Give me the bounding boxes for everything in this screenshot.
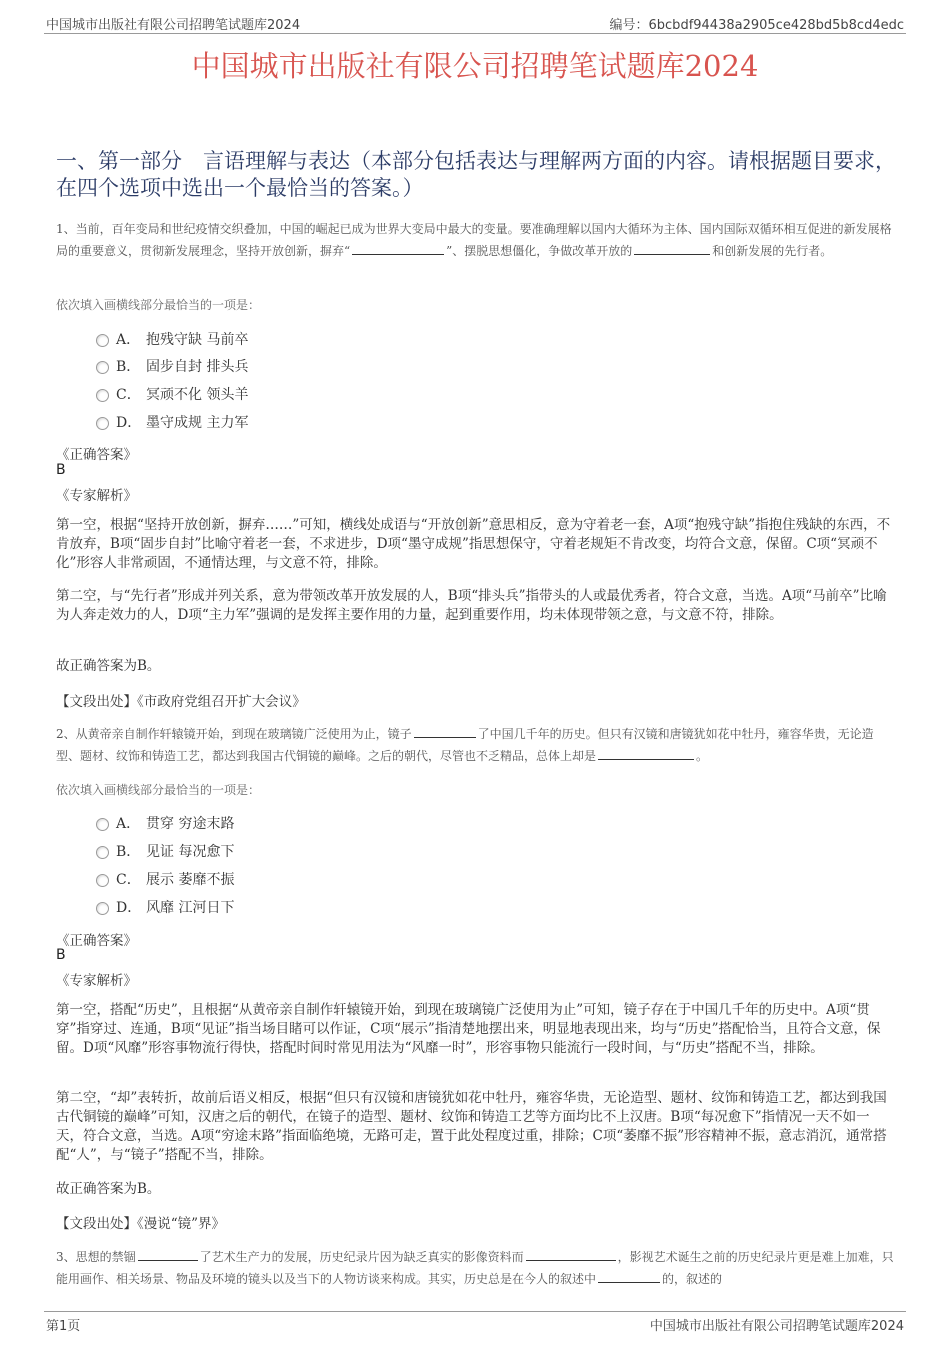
question-2-analysis-p3: 故正确答案为B。 bbox=[56, 1181, 161, 1197]
question-2-prompt: 依次填入画横线部分最恰当的一项是： bbox=[56, 783, 261, 797]
radio-icon[interactable] bbox=[96, 361, 109, 374]
question-1-option-a[interactable]: A． 抱残守缺 马前卒 bbox=[96, 330, 248, 350]
question-1-answer: B bbox=[56, 462, 66, 478]
question-1-source: 【文段出处】《市政府党组召开扩大会议》 bbox=[56, 694, 306, 710]
question-2-analysis-p2: 第二空，“却”表转折，故前后语义相反，根据“但只有汉镜和唐镜犹如花中牡丹，雍容华贵，无论造型、题材、纹饰和铸造工艺，都达到我国古代铜镜的巅峰”可知，汉唐之后的朝代，在镜子的造型、题材、纹饰和铸造工艺等方面均比不上汉唐。B项“每况愈下”指情况一天不如一天，符合文意，当选。A项“穷途末路”指面临绝境，无路可走，置于此处程度过重，排除；C项“萎靡不振”形容精神不振，意志消沉，通常搭配“人”，与“镜子”搭配不当，排除。 bbox=[56, 1090, 887, 1163]
question-2-answer: B bbox=[56, 947, 66, 963]
question-2-stem: 2、从黄帝亲自制作轩辕镜开始，到现在玻璃镜广泛使用为止，镜子 了中国几千年的历史。但只有汉镜和唐镜犹如花中牡丹，雍容华贵，无论造型、题材、纹饰和铸造工艺，都达到我国古代铜镜的巅峰。之后的朝代，尽管也不乏精品，总体上却是 。 bbox=[56, 727, 874, 763]
header-left-title: 中国城市出版社有限公司招聘笔试题库2024 bbox=[46, 18, 301, 33]
question-2-answer-label: 《正确答案》 bbox=[56, 933, 137, 949]
radio-icon[interactable] bbox=[96, 389, 109, 402]
footer-title: 中国城市出版社有限公司招聘笔试题库2024 bbox=[649, 1319, 904, 1334]
question-2-option-b[interactable]: B． 见证 每况愈下 bbox=[96, 842, 234, 862]
header-doc-number: 编号：6bcbdf94438a2905ce428bd5b8cd4edc bbox=[609, 18, 904, 33]
radio-icon[interactable] bbox=[96, 846, 109, 859]
question-1-analysis-p3: 故正确答案为B。 bbox=[56, 658, 161, 674]
question-1-answer-label: 《正确答案》 bbox=[56, 447, 137, 463]
question-2-option-c[interactable]: C． 展示 萎靡不振 bbox=[96, 870, 234, 890]
question-1-analysis-p1: 第一空，根据“坚持开放创新，摒弃……”可知，横线处成语与“开放创新”意思相反，意为守着老一套，A项“抱残守缺”指抱住残缺的东西，不肯放弃，B项“固步自封”比喻守着老一套，不求进步，D项“墨守成规”指思想保守，守着老规矩不肯改变，均符合文意，保留。C项“冥顽不化”形容人非常顽固，不通情达理，与文意不符，排除。 bbox=[56, 517, 891, 571]
question-2-analysis-p1: 第一空，搭配“历史”，且根据“从黄帝亲自制作轩辕镜开始，到现在玻璃镜广泛使用为止”可知，镜子存在于中国几千年的历史中。A项“贯穿”指穿过、连通，B项“见证”指当场目睹可以作证，C项“展示”指清楚地摆出来，明显地表现出来，均与“历史”搭配恰当，且符合文意，保留。D项“风靡”形容事物流行得快，搭配时间时常见用法为“风靡一时”，形容事物只能流行一段时间，与“历史”搭配不当，排除。 bbox=[56, 1002, 881, 1056]
radio-icon[interactable] bbox=[96, 874, 109, 887]
question-2-analysis-label: 《专家解析》 bbox=[56, 973, 137, 989]
section-title: 一、第一部分 言语理解与表达（本部分包括表达与理解两方面的内容。请根据题目要求，在四个选项中选出一个最恰当的答案。） bbox=[56, 149, 896, 200]
header-divider bbox=[44, 33, 906, 34]
question-1-option-c[interactable]: C． 冥顽不化 领头羊 bbox=[96, 385, 248, 405]
question-1-prompt: 依次填入画横线部分最恰当的一项是： bbox=[56, 298, 261, 312]
question-2-option-a[interactable]: A． 贯穿 穷途末路 bbox=[96, 814, 234, 834]
page-number: 第1页 bbox=[46, 1319, 81, 1334]
radio-icon[interactable] bbox=[96, 334, 109, 347]
radio-icon[interactable] bbox=[96, 818, 109, 831]
question-2-option-d[interactable]: D． 风靡 江河日下 bbox=[96, 898, 234, 918]
question-1-stem: 1、当前，百年变局和世纪疫情交织叠加，中国的崛起已成为世界大变局中最大的变量。要准确理解以国内大循环为主体、国内国际双循环相互促进的新发展格局的重要意义，贯彻新发展理念，坚持开放创新，摒弃“ ”、摆脱思想僵化，争做改革开放的 和创新发展的先行者。 bbox=[56, 222, 892, 258]
footer-divider bbox=[44, 1311, 906, 1312]
question-1-analysis-p2: 第二空，与“先行者”形成并列关系，意为带领改革开放发展的人，B项“排头兵”指带头的人或最优秀者，符合文意，当选。A项“马前卒”比喻为人奔走效力的人，D项“主力军”强调的是发挥主要作用的力量，起到重要作用，均未体现带领之意，与文意不符，排除。 bbox=[56, 588, 887, 623]
radio-icon[interactable] bbox=[96, 902, 109, 915]
document-title: 中国城市出版社有限公司招聘笔试题库2024 bbox=[191, 49, 759, 83]
question-3-stem: 3、思想的禁锢 了艺术生产力的发展，历史纪录片因为缺乏真实的影像资料而 ，影视艺术诞生之前的历史纪录片更是难上加难，只能用画作、相关场景、物品及环境的镜头以及当下的人物访谈来构成。其实，历史总是在今人的叙述中 的，叙述的 bbox=[56, 1250, 894, 1286]
radio-icon[interactable] bbox=[96, 417, 109, 430]
question-2-source: 【文段出处】《漫说“镜”界》 bbox=[56, 1216, 226, 1232]
question-1-option-d[interactable]: D． 墨守成规 主力军 bbox=[96, 413, 248, 433]
question-1-analysis-label: 《专家解析》 bbox=[56, 488, 137, 504]
question-1-option-b[interactable]: B． 固步自封 排头兵 bbox=[96, 357, 248, 377]
